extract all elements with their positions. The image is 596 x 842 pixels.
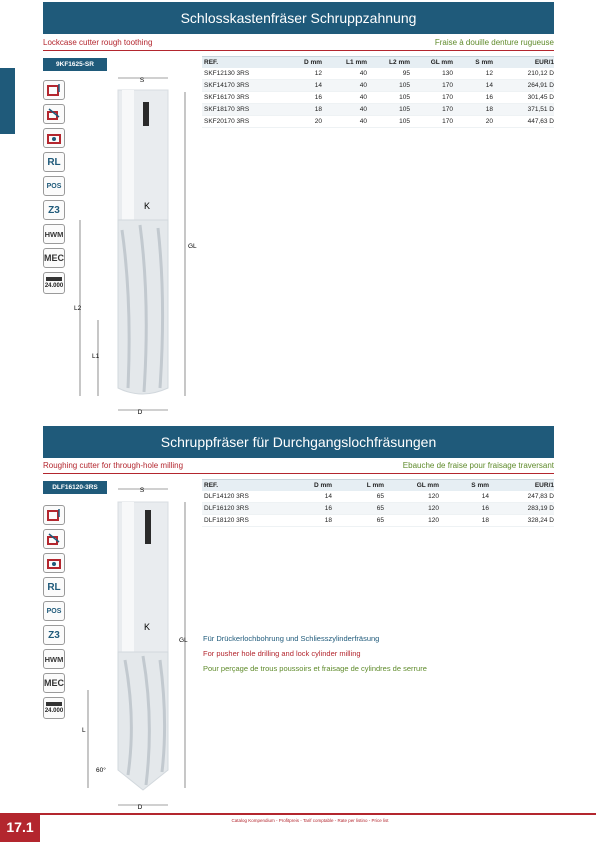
table-header bbox=[202, 56, 554, 68]
section2-tool-drawing bbox=[70, 480, 200, 815]
section2-subtitle bbox=[43, 461, 554, 473]
table-row: SKF16170 3RS 16 40 105 170 16 301,45 D bbox=[202, 92, 554, 104]
table-row: DLF16120 3RS 16 65 120 16 283,19 D bbox=[202, 503, 554, 515]
table-row: SKF14170 3RS 14 40 105 170 14 264,91 D bbox=[202, 80, 554, 92]
rotation-icon bbox=[43, 505, 65, 525]
col-eur: EUR/1 bbox=[534, 59, 554, 66]
rl-icon: RL bbox=[43, 577, 65, 597]
usage-fr: Pour perçage de trous poussoirs et fraisage de cylindres de serrure bbox=[203, 664, 427, 673]
pocket-icon bbox=[43, 128, 65, 148]
usage-de: Für Drückerlochbohrung und Schliesszylinderfräsung bbox=[203, 634, 380, 643]
section2-title: Schruppfräser für Durchgangslochfräsungen bbox=[43, 426, 554, 458]
dim-l2-label: L2 bbox=[74, 305, 82, 312]
pos-icon: POS bbox=[43, 601, 65, 621]
col-ref: REF. bbox=[204, 482, 219, 489]
section2-product-tag: DLF16120-3RS bbox=[43, 481, 107, 494]
section2-subtitle-en: Roughing cutter for through-hole milling bbox=[43, 461, 184, 470]
section1-subtitle bbox=[43, 38, 554, 50]
col-s: S mm bbox=[471, 482, 489, 489]
mec-icon: MEC bbox=[43, 248, 65, 268]
dim-s-label: S bbox=[139, 77, 145, 84]
table-row: DLF14120 3RS 14 65 120 14 247,83 D bbox=[202, 491, 554, 503]
col-s: S mm bbox=[475, 59, 493, 66]
section2-table bbox=[202, 479, 554, 527]
col-l2: L2 mm bbox=[389, 59, 410, 66]
section2-divider bbox=[43, 473, 554, 474]
rpm-value: 24.000 bbox=[44, 283, 64, 289]
usage-en: For pusher hole drilling and lock cylinder milling bbox=[203, 649, 361, 658]
col-l1: L1 mm bbox=[346, 59, 367, 66]
hwm-icon: HWM bbox=[43, 649, 65, 669]
section1-product-tag: 9KF1625-SR bbox=[43, 58, 107, 71]
z3-icon: Z3 bbox=[43, 625, 65, 645]
hwm-icon: HWM bbox=[43, 224, 65, 244]
section1-subtitle-fr: Fraise à douille denture rugueuse bbox=[434, 38, 554, 47]
page-number: 17.1 bbox=[0, 813, 40, 842]
z3-icon: Z3 bbox=[43, 200, 65, 220]
rl-icon: RL bbox=[43, 152, 65, 172]
plunge-icon bbox=[43, 104, 65, 124]
dim-d-label: D bbox=[137, 804, 143, 811]
rpm-value: 24.000 bbox=[44, 708, 64, 714]
table-row: SKF18170 3RS 18 40 105 170 18 371,51 D bbox=[202, 104, 554, 116]
pos-icon: POS bbox=[43, 176, 65, 196]
rotation-icon bbox=[43, 80, 65, 100]
col-ref: REF. bbox=[204, 59, 219, 66]
rpm-icon bbox=[43, 697, 65, 719]
section2-feature-icons bbox=[43, 505, 67, 723]
dim-gl-label: GL bbox=[179, 637, 188, 644]
section1-tool-drawing bbox=[70, 70, 200, 420]
section1-table bbox=[202, 56, 554, 128]
col-eur: EUR/1 bbox=[534, 482, 554, 489]
col-gl: GL mm bbox=[416, 482, 439, 489]
tool-mark: K bbox=[144, 201, 151, 211]
section1-title: Schlosskastenfräser Schruppzahnung bbox=[43, 2, 554, 34]
section1-subtitle-en: Lockcase cutter rough toothing bbox=[43, 38, 153, 47]
plunge-icon bbox=[43, 529, 65, 549]
table-header bbox=[202, 479, 554, 491]
dim-angle-label: 60° bbox=[96, 767, 106, 774]
table-row: DLF18120 3RS 18 65 120 18 328,24 D bbox=[202, 515, 554, 527]
col-d: D mm bbox=[303, 59, 322, 66]
footer-divider bbox=[40, 813, 596, 815]
rpm-icon bbox=[43, 272, 65, 294]
dim-gl-label: GL bbox=[188, 243, 197, 250]
section1-feature-icons bbox=[43, 80, 67, 298]
table-row: SKF12130 3RS 12 40 95 130 12 210,12 D bbox=[202, 68, 554, 80]
dim-s-label: S bbox=[139, 487, 145, 494]
pocket-icon bbox=[43, 553, 65, 573]
col-d: D mm bbox=[313, 482, 332, 489]
dim-d-label: D bbox=[137, 409, 143, 416]
table-row: SKF20170 3RS 20 40 105 170 20 447,63 D bbox=[202, 116, 554, 128]
dim-l-label: L bbox=[82, 727, 86, 734]
dim-l1-label: L1 bbox=[92, 353, 100, 360]
section2-usage-notes bbox=[203, 631, 427, 676]
section1-divider bbox=[43, 50, 554, 51]
footer-text: Catalog Kompendium - Profitpreis - Tarif comptable - Rate per listino - Price list bbox=[231, 818, 389, 823]
col-gl: GL mm bbox=[430, 59, 453, 66]
tool-mark: K bbox=[144, 622, 151, 632]
section2-subtitle-fr: Ebauche de fraise pour fraisage traversant bbox=[402, 461, 554, 470]
chapter-tab bbox=[0, 68, 15, 134]
col-l: L mm bbox=[366, 482, 384, 489]
mec-icon: MEC bbox=[43, 673, 65, 693]
